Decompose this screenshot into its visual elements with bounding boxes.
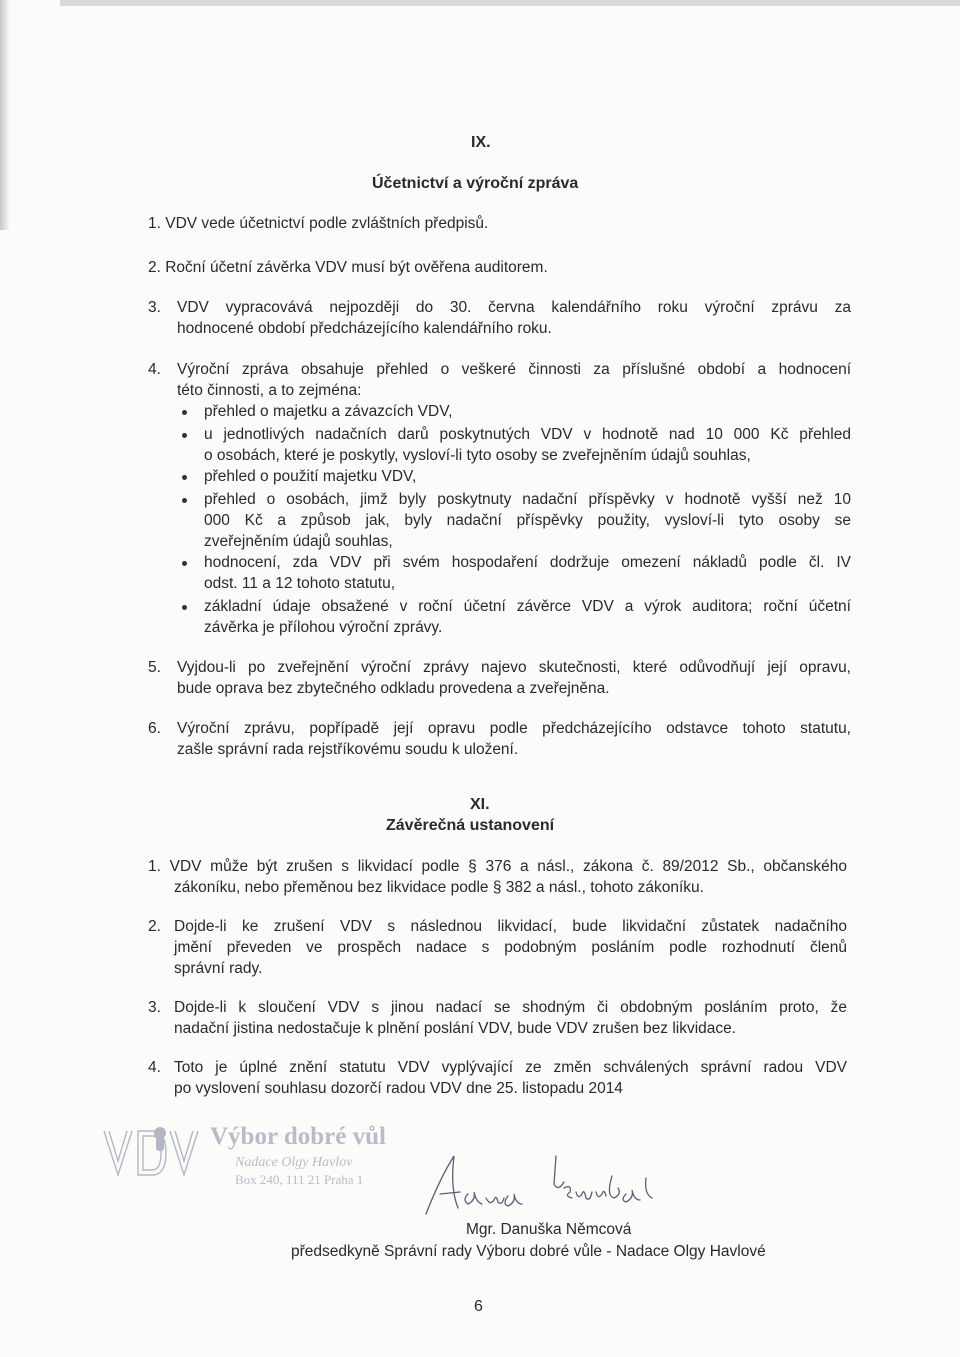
ix-paragraph-6-line-2: zašle správní rada rejstříkovému soudu k uložení. [177, 741, 519, 758]
xi-paragraph-3-number: 3. [148, 999, 161, 1016]
handwritten-signature [420, 1148, 680, 1223]
ix-paragraph-4-line-2: této činnosti, a to zejména: [177, 382, 362, 399]
signatory-name: Mgr. Danuška Němcová [466, 1221, 632, 1238]
section-xi-number: XI. [470, 796, 490, 813]
page-number: 6 [474, 1298, 483, 1315]
section-ix-number: IX. [471, 134, 491, 151]
ix-paragraph-5-line-1: Vyjdou-li po zveřejnění výroční zprávy najevo skutečnosti, které odůvodňují její opravu, [177, 659, 851, 676]
stamp-address: Box 240, 111 21 Praha 1 [235, 1172, 364, 1187]
xi-paragraph-1-line-1: 1. VDV může být zrušen s likvidací podle § 376 a násl., zákona č. 89/2012 Sb., občanského [148, 858, 847, 875]
section-ix-title: Účetnictví a výroční zpráva [372, 175, 579, 192]
xi-paragraph-2-line-3: správní rady. [174, 960, 263, 977]
xi-paragraph-2-line-2: jmění převeden ve prospěch nadace s podobným posláním podle rozhodnutí členů [174, 939, 847, 956]
organization-stamp [100, 1115, 430, 1195]
list-item-donations-line-1: u jednotlivých nadačních darů poskytnutých VDV v hodnotě nad 10 000 Kč přehled [204, 426, 851, 443]
page-left-shadow [0, 0, 10, 230]
xi-paragraph-4-number: 4. [148, 1059, 161, 1076]
list-item-grants-line-1: přehled o osobách, jimž byly poskytnuty nadační příspěvky v hodnotě vyšší než 10 [204, 491, 851, 508]
ix-paragraph-1: 1. VDV vede účetnictví podle zvláštních předpisů. [148, 215, 489, 232]
section-xi-title: Závěrečná ustanovení [386, 817, 555, 834]
ix-paragraph-5-line-2: bude oprava bez zbytečného odkladu provedena a zveřejněna. [177, 680, 610, 697]
xi-paragraph-3-line-2: nadační jistina nedostačuje k plnění poslání VDV, bude VDV zrušen bez likvidace. [174, 1020, 737, 1037]
ix-paragraph-6-line-1: Výroční zprávu, popřípadě její opravu podle předcházejícího odstavce tohoto statutu, [177, 720, 851, 737]
list-item-cost-limits-line-1: hodnocení, zda VDV při svém hospodaření dodržuje omezení nákladů podle čl. IV [204, 554, 851, 571]
xi-paragraph-2-number: 2. [148, 918, 161, 935]
ix-paragraph-5-number: 5. [148, 659, 161, 676]
list-item-grants-line-2: 000 Kč a způsob jak, byly nadační příspěvky použity, vysloví-li tyto osoby se [204, 512, 851, 529]
ix-paragraph-3-number: 3. [148, 299, 161, 316]
ix-paragraph-6-number: 6. [148, 720, 161, 737]
stamp-foundation-name: Nadace Olgy Havlov [235, 1155, 353, 1170]
xi-paragraph-2-line-1: Dojde-li ke zrušení VDV s následnou likvidací, bude likvidační zůstatek nadačního [174, 918, 847, 935]
list-item-financials-line-1: základní údaje obsažené v roční účetní závěrce VDV a výrok auditora; roční účetní [204, 598, 851, 615]
xi-paragraph-4-line-2: po vyslovení souhlasu dozorčí radou VDV dne 25. listopadu 2014 [174, 1080, 623, 1097]
xi-paragraph-4-line-1: Toto je úplné znění statutu VDV vyplývající ze změn schválených správní radou VDV [174, 1059, 847, 1076]
vdv-logo-icon [100, 1123, 205, 1183]
ix-paragraph-4-number: 4. [148, 361, 161, 378]
ix-paragraph-3-line-2: hodnocené období předcházejícího kalendářního roku. [177, 320, 552, 337]
ix-paragraph-2: 2. Roční účetní závěrka VDV musí být ověřena auditorem. [148, 259, 548, 276]
list-item-financials-line-2: závěrka je přílohou výroční zprávy. [204, 619, 443, 636]
stamp-organization-name: Výbor dobré vůl [210, 1123, 386, 1150]
list-item-asset-use: přehled o použití majetku VDV, [204, 468, 417, 485]
list-item-donations-line-2: o osobách, které je poskytly, vysloví-li tyto osoby se zveřejněním údajů souhlas, [204, 447, 751, 464]
page-top-edge [60, 0, 960, 6]
list-item-cost-limits-line-2: odst. 11 a 12 tohoto statutu, [204, 575, 396, 592]
list-item-assets: přehled o majetku a závazcích VDV, [204, 403, 453, 420]
xi-paragraph-1-line-2: zákoníku, nebo přeměnou bez likvidace podle § 382 a násl., tohoto zákoníku. [174, 879, 704, 896]
signatory-role: předsedkyně Správní rady Výboru dobré vůle - Nadace Olgy Havlové [291, 1243, 766, 1260]
ix-paragraph-3-line-1: VDV vypracovává nejpozději do 30. června kalendářního roku výroční zprávu za [177, 299, 851, 316]
list-item-grants-line-3: zveřejněním údajů souhlas, [204, 533, 393, 550]
xi-paragraph-3-line-1: Dojde-li k sloučení VDV s jinou nadací se shodným či obdobným posláním proto, že [174, 999, 847, 1016]
ix-paragraph-4-line-1: Výroční zpráva obsahuje přehled o veškeré činnosti za příslušné období a hodnocení [177, 361, 851, 378]
